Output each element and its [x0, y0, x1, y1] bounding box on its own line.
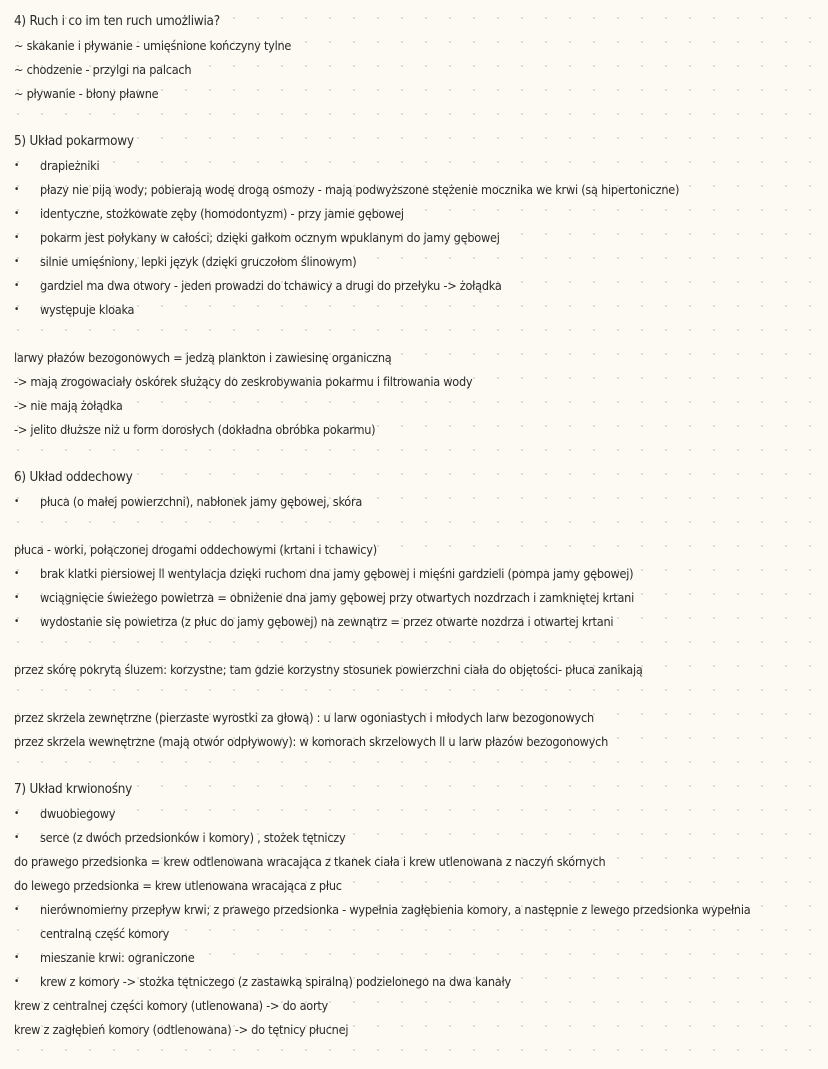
- s6-lungs-intro: płuca - worki, połączonej drogami oddechowymi (krtani i tchawicy): [14, 542, 377, 557]
- s5-bullet-5: • silnie umięśniony, lepki język (dzięki gruczołom ślinowym): [14, 250, 820, 274]
- s4-line-2: ~ chodzenie - przylgi na palcach: [14, 62, 192, 77]
- s7-flow-bullet: • nierównomierny przepływ krwi; z prawego przedsionka - wypełnia zagłębienia komory, a następnie z lewego przedsionka wypełnia: [14, 898, 820, 922]
- s6-gills-2: przez skrzela wewnętrzne (mają otwór odpływowy): w komorach skrzelowych ll u larw płazów bezogonowych: [14, 734, 609, 749]
- s7-atria-1: do prawego przedsionka = krew odtlenowana wracająca z tkanek ciała i krew utlenowana z naczyń skórnych: [14, 854, 606, 869]
- spacer: [14, 754, 820, 778]
- section-5-title: 5) Układ pokarmowy: [14, 134, 134, 149]
- s7-bullet-2: • serce (z dwóch przedsionków i komory) , stożek tętniczy: [14, 826, 820, 850]
- spacer: [14, 634, 820, 658]
- s5-bullet-2: • płazy nie piją wody; pobierają wodę drogą osmozy - mają podwyższone stężenie mocznika we krwi (są hipertoniczne): [14, 178, 820, 202]
- s5-larvae-3: -> nie mają żołądka: [14, 398, 123, 413]
- section-6-title: 6) Układ oddechowy: [14, 470, 133, 485]
- s7-cone-bullet: • krew z komory -> stożka tętniczego (z zastawką spiralną) podzielonego na dwa kanały: [14, 970, 820, 994]
- s6-gills-1: przez skrzela zewnętrzne (pierzaste wyrostki za głową) : u larw ogoniastych i młodych larw bezogonowych: [14, 710, 594, 725]
- s5-larvae-1: larwy płazów bezogonowych = jedzą plankton i zawiesinę organiczną: [14, 350, 392, 365]
- s7-flow-continuation: centralną część komory: [40, 926, 170, 941]
- spacer: [14, 682, 820, 706]
- s5-bullet-3: • identyczne, stożkowate zęby (homodontyzm) - przy jamie gębowej: [14, 202, 820, 226]
- notes-page: [14, 10, 820, 1042]
- spacer: [14, 514, 820, 538]
- s6-skin: przez skórę pokrytą śluzem: korzystne; tam gdzie korzystny stosunek powierzchni ciała do objętości- płuca zanikają: [14, 662, 643, 677]
- s5-bullet-4: • pokarm jest połykany w całości; dzięki gałkom ocznym wpuklanym do jamy gębowej: [14, 226, 820, 250]
- spacer: [14, 442, 820, 466]
- section-4-title: 4) Ruch i co im ten ruch umożliwia?: [14, 14, 220, 29]
- s7-outflow-1: krew z centralnej części komory (utlenowana) -> do aorty: [14, 998, 328, 1013]
- s5-bullet-6: • gardziel ma dwa otwory - jeden prowadzi do tchawicy a drugi do przełyku -> żołądka: [14, 274, 820, 298]
- s5-bullet-7: • występuje kloaka: [14, 298, 820, 322]
- spacer: [14, 106, 820, 130]
- s7-mixing-bullet: • mieszanie krwi: ograniczone: [14, 946, 820, 970]
- s5-bullet-1: • drapieżniki: [14, 154, 820, 178]
- spacer: [14, 322, 820, 346]
- s6-lungs-bullet-3: • wydostanie się powietrza (z płuc do jamy gębowej) na zewnątrz = przez otwarte nozdrza i otwartej krtani: [14, 610, 820, 634]
- s6-lungs-bullet-1: • brak klatki piersiowej ll wentylacja dzięki ruchom dna jamy gębowej i mięśni gardzieli (pompa jamy gębowej): [14, 562, 820, 586]
- s6-lungs-bullet-2: • wciągnięcie świeżego powietrza = obniżenie dna jamy gębowej przy otwartych nozdrzach i zamkniętej krtani: [14, 586, 820, 610]
- s7-bullet-1: • dwuobiegowy: [14, 802, 820, 826]
- s7-outflow-2: krew z zagłębień komory (odtlenowana) -> do tętnicy płucnej: [14, 1022, 349, 1037]
- s4-line-3: ~ pływanie - błony pławne: [14, 86, 159, 101]
- s7-atria-2: do lewego przedsionka = krew utlenowana wracająca z płuc: [14, 878, 342, 893]
- s5-larvae-2: -> mają zrogowaciały oskórek służący do zeskrobywania pokarmu i filtrowania wody: [14, 374, 473, 389]
- s6-bullet-1: • płuca (o małej powierzchni), nabłonek jamy gębowej, skóra: [14, 490, 820, 514]
- section-7-title: 7) Układ krwionośny: [14, 782, 133, 797]
- s4-line-1: ~ skakanie i pływanie - umięśnione kończyny tylne: [14, 38, 292, 53]
- s5-larvae-4: -> jelito dłuższe niż u form dorosłych (dokładna obróbka pokarmu): [14, 422, 376, 437]
